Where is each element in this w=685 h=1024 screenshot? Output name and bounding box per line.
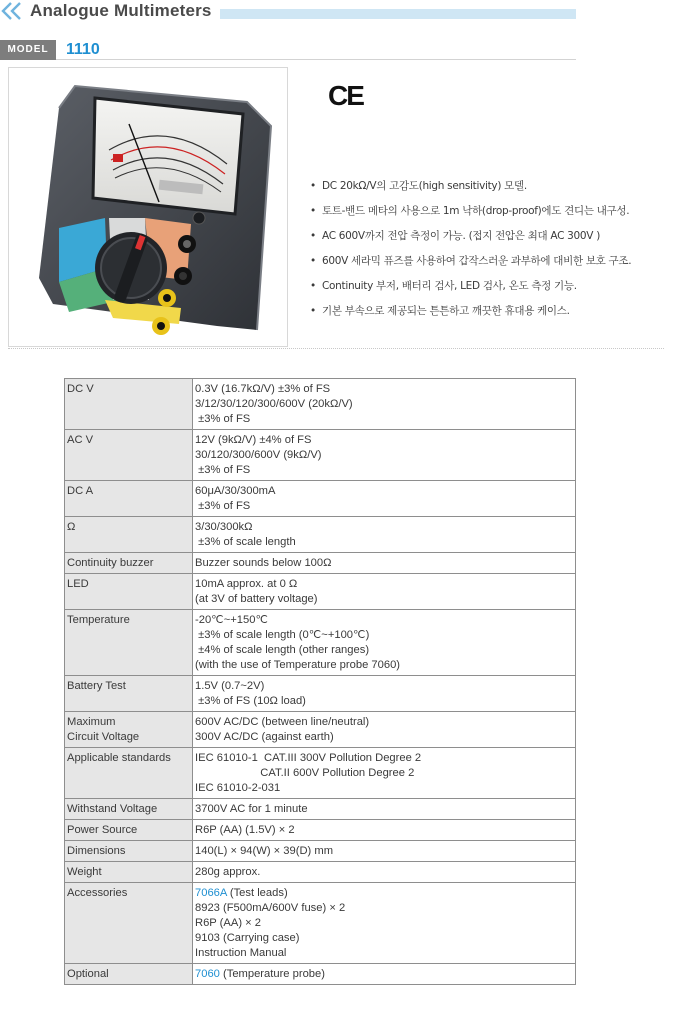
table-row <box>65 883 576 964</box>
spec-label: Dimensions <box>65 841 193 862</box>
spec-label: Maximum Circuit Voltage <box>65 712 193 748</box>
spec-value: 280g approx. <box>193 862 576 883</box>
table-row <box>65 964 576 985</box>
table-row <box>65 379 576 430</box>
page-title: Analogue Multimeters <box>30 1 212 20</box>
page-header <box>0 0 685 24</box>
double-chevron-left-icon <box>1 2 23 20</box>
spec-value: 12V (9kΩ/V) ±4% of FS 30/120/300/600V (9kΩ/V) ±3% of FS <box>193 430 576 481</box>
spec-label: Temperature <box>65 610 193 676</box>
spec-value: Buzzer sounds below 100Ω <box>193 553 576 574</box>
spec-value: R6P (AA) (1.5V) × 2 <box>193 820 576 841</box>
spec-label: LED <box>65 574 193 610</box>
spec-value: 7060 (Temperature probe) <box>193 964 576 985</box>
spec-label: Battery Test <box>65 676 193 712</box>
feature-item: • 토트-밴드 메타의 사용으로 1m 낙하(drop-proof)에도 견디는 내구성. <box>310 201 680 226</box>
spec-label: Ω <box>65 517 193 553</box>
spec-label: DC A <box>65 481 193 517</box>
table-row <box>65 799 576 820</box>
table-row <box>65 517 576 553</box>
bullet-icon: • <box>310 180 316 192</box>
feature-item: • 기본 부속으로 제공되는 튼튼하고 깨끗한 휴대용 케이스. <box>310 301 680 326</box>
bullet-icon: • <box>310 305 316 317</box>
spec-value: 3700V AC for 1 minute <box>193 799 576 820</box>
table-row <box>65 841 576 862</box>
feature-item: • 600V 세라믹 퓨즈를 사용하여 갑작스러운 과부하에 대비한 보호 구조. <box>310 251 680 276</box>
spec-value: 7066A (Test leads) 8923 (F500mA/600V fuse) × 2 R6P (AA) × 2 9103 (Carrying case) Instruction Manual <box>193 883 576 964</box>
feature-list <box>310 176 680 326</box>
bullet-icon: • <box>310 205 316 217</box>
spec-label: Power Source <box>65 820 193 841</box>
bullet-icon: • <box>310 255 316 267</box>
table-row <box>65 862 576 883</box>
spec-value: 10mA approx. at 0 Ω (at 3V of battery voltage) <box>193 574 576 610</box>
spec-label: AC V <box>65 430 193 481</box>
product-image <box>8 67 288 347</box>
spec-label: Withstand Voltage <box>65 799 193 820</box>
table-row <box>65 553 576 574</box>
spec-label: DC V <box>65 379 193 430</box>
spec-value: 60μA/30/300mA ±3% of FS <box>193 481 576 517</box>
model-row <box>0 40 685 62</box>
model-tag: MODEL <box>0 40 56 60</box>
spec-value: 600V AC/DC (between line/neutral) 300V AC/DC (against earth) <box>193 712 576 748</box>
model-divider <box>56 59 576 60</box>
spec-label: Continuity buzzer <box>65 553 193 574</box>
table-row <box>65 610 576 676</box>
feature-item: • Continuity 부저, 배터리 검사, LED 검사, 온도 측정 기능. <box>310 276 680 301</box>
bullet-icon: • <box>310 230 316 242</box>
spec-table <box>64 378 576 985</box>
table-row <box>65 676 576 712</box>
spec-label: Weight <box>65 862 193 883</box>
spec-value: 1.5V (0.7~2V) ±3% of FS (10Ω load) <box>193 676 576 712</box>
spec-value: 0.3V (16.7kΩ/V) ±3% of FS 3/12/30/120/300/600V (20kΩ/V) ±3% of FS <box>193 379 576 430</box>
table-row <box>65 481 576 517</box>
table-row <box>65 748 576 799</box>
spec-label: Accessories <box>65 883 193 964</box>
spec-label: Applicable standards <box>65 748 193 799</box>
feature-item: • DC 20kΩ/V의 고감도(high sensitivity) 모델. <box>310 176 680 201</box>
spec-value: -20℃~+150℃ ±3% of scale length (0℃~+100℃) ±4% of scale length (other ranges) (with the use of Temperature probe 7060) <box>193 610 576 676</box>
table-row <box>65 574 576 610</box>
spec-value: 3/30/300kΩ ±3% of scale length <box>193 517 576 553</box>
bullet-icon: • <box>310 280 316 292</box>
feature-item: • AC 600V까지 전압 측정이 가능. (접지 전압은 최대 AC 300V ) <box>310 226 680 251</box>
spec-label: Optional <box>65 964 193 985</box>
model-number: 1110 <box>66 41 100 58</box>
spec-value: 140(L) × 94(W) × 39(D) mm <box>193 841 576 862</box>
optional-link-7060[interactable]: 7060 <box>195 968 220 980</box>
header-decor-bar <box>220 9 576 19</box>
table-row <box>65 820 576 841</box>
multimeter-illustration <box>9 68 288 347</box>
spec-value: IEC 61010-1 CAT.III 300V Pollution Degree 2 CAT.II 600V Pollution Degree 2 IEC 61010-2-031 <box>193 748 576 799</box>
section-divider <box>8 348 664 349</box>
ce-mark: CE <box>328 80 363 111</box>
table-row <box>65 712 576 748</box>
table-row <box>65 430 576 481</box>
accessory-link-7066a[interactable]: 7066A <box>195 887 227 899</box>
